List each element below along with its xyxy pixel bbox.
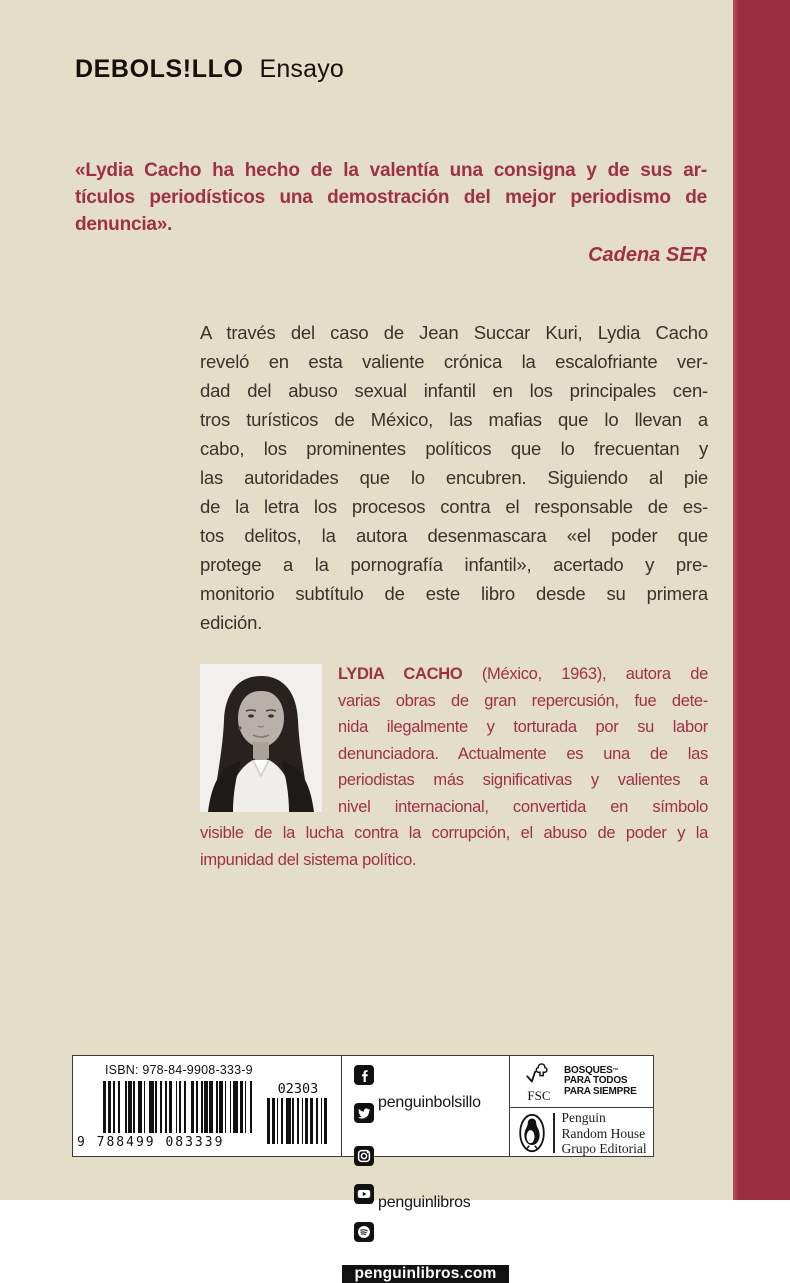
press-quote-lines xyxy=(75,157,707,238)
social-rows xyxy=(342,1056,509,1265)
synopsis-line: monitorio subtítulo de este libro desde su primera xyxy=(200,583,708,604)
fsc-claim-line: BOSQUES xyxy=(564,1064,613,1076)
website-url: penguinlibros.com xyxy=(354,1265,497,1282)
fsc-claim-line: PARA TODOS xyxy=(564,1075,628,1087)
isbn-label: ISBN: 978-84-9908-333-9 xyxy=(105,1063,253,1077)
publisher-name-line: Random House xyxy=(561,1125,646,1141)
synopsis-line: tos delitos, la autora desenmascara «el poder que xyxy=(200,525,708,546)
synopsis-line: cabo, los prominentes políticos que lo frecuentan y xyxy=(200,438,708,459)
bio-line: periodistas más significativas y valientes a xyxy=(338,771,708,789)
instagram-icon xyxy=(354,1146,374,1166)
fsc-logo xyxy=(516,1062,562,1102)
collection-label: Ensayo xyxy=(259,55,345,83)
synopsis-line: dad del abuso sexual infantil en los principales cen- xyxy=(200,380,708,401)
author-photo xyxy=(200,664,322,812)
barcode-panel xyxy=(73,1056,341,1156)
synopsis-line: A través del caso de Jean Succar Kuri, Lydia Cacho xyxy=(200,322,708,343)
quote-line: «Lydia Cacho ha hecho de la valentía una consigna y de sus ar- xyxy=(75,160,707,181)
synopsis-line: protege a la pornografía infantil», acertado y pre- xyxy=(200,554,708,575)
bio-line: denunciadora. Actualmente es una de las xyxy=(338,744,708,763)
facebook-icon xyxy=(354,1065,374,1085)
bio-line: nida ilegalmente y torturada por su labor xyxy=(338,718,708,736)
author-bio xyxy=(200,661,708,873)
certification-publisher-panel xyxy=(509,1056,653,1156)
social-row-2 xyxy=(354,1146,505,1260)
social-handle-bolsillo: penguinbolsillo xyxy=(378,1094,481,1111)
fsc-panel xyxy=(510,1056,653,1108)
youtube-icon xyxy=(354,1184,374,1204)
synopsis-line: las autoridades que lo encubren. Siguiendo al pie xyxy=(200,467,708,488)
fsc-acronym: FSC xyxy=(527,1087,551,1103)
penguin-logo-icon xyxy=(518,1113,546,1153)
addon-barcode xyxy=(267,1098,329,1144)
social-handle-libros: penguinlibros xyxy=(378,1194,471,1211)
quote-line: tículos periodísticos una demostración del mejor periodismo de xyxy=(75,187,707,208)
fsc-claim xyxy=(564,1066,637,1098)
bio-line: varias obras de gran repercusión, fue dete- xyxy=(338,691,708,710)
social-row-1 xyxy=(354,1065,505,1141)
trademark-symbol: ™ xyxy=(612,1067,619,1074)
synopsis-line: tros turísticos de México, las mafias que lo llevan a xyxy=(200,409,708,430)
bio-line: nivel internacional, convertida en símbolo xyxy=(338,797,708,816)
ean-barcode xyxy=(103,1081,255,1133)
fsc-tree-icon xyxy=(522,1062,556,1088)
brand-logo xyxy=(75,55,344,84)
synopsis-line: reveló en esta valiente crónica la escalofriante ver- xyxy=(200,351,708,372)
bio-line: LYDIA CACHO (México, 1963), autora de xyxy=(338,665,708,683)
isbn-publisher-box xyxy=(72,1055,654,1282)
bio-line: visible de la lucha contra la corrupción, el abuso de poder y la xyxy=(200,824,708,842)
quote-line: denuncia». xyxy=(75,214,173,235)
spotify-icon xyxy=(354,1222,374,1242)
twitter-icon xyxy=(354,1103,374,1123)
publisher-divider xyxy=(553,1113,555,1153)
publisher-name-line: Grupo Editorial xyxy=(561,1141,647,1156)
press-quote xyxy=(75,157,707,269)
brand-name: DEBOLS!LLO xyxy=(75,55,244,83)
synopsis xyxy=(200,318,708,637)
author-name: LYDIA CACHO xyxy=(338,665,482,683)
social-panel xyxy=(341,1056,509,1282)
spine-band xyxy=(733,0,790,1200)
quote-attribution: Cadena SER xyxy=(588,244,707,266)
publisher-name-line: Penguin xyxy=(561,1110,606,1125)
publisher-panel xyxy=(510,1108,653,1159)
publisher-name xyxy=(562,1110,647,1157)
ean-digits: 9 788499 083339 xyxy=(77,1135,225,1150)
website-bar xyxy=(342,1265,509,1283)
synopsis-line: edición. xyxy=(200,612,263,633)
addon-code: 02303 xyxy=(277,1081,319,1097)
bio-line: impunidad del sistema político. xyxy=(200,850,417,869)
synopsis-line: de la letra los procesos contra el responsable de es- xyxy=(200,496,708,517)
fsc-claim-line: PARA SIEMPRE xyxy=(564,1085,637,1097)
